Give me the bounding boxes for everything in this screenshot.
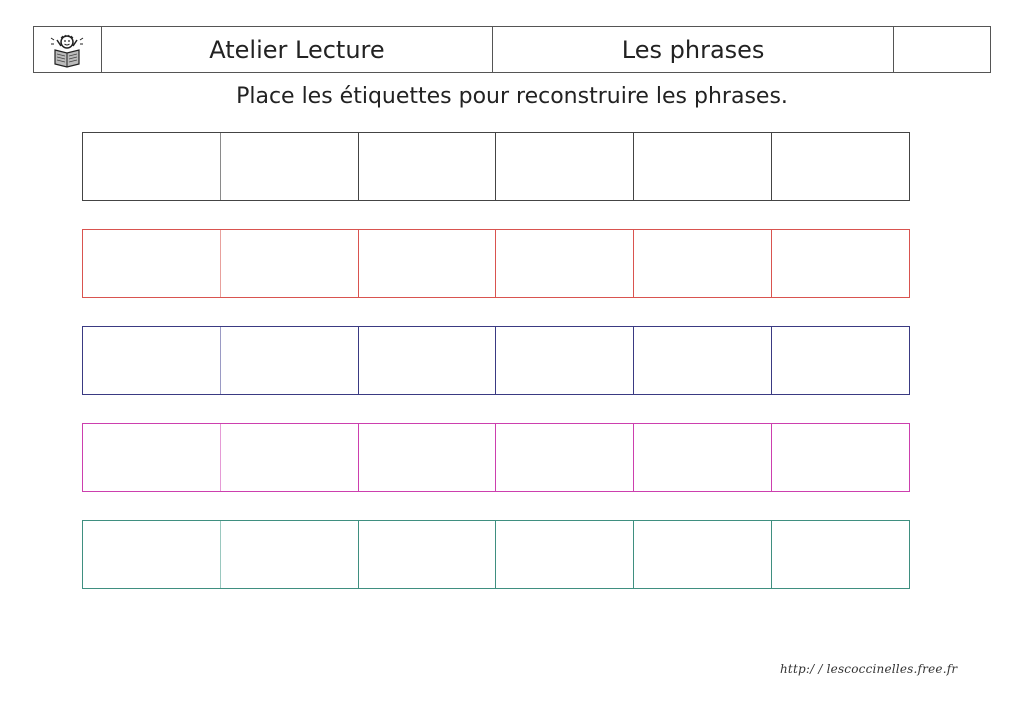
label-slot[interactable] (83, 424, 221, 491)
label-slot[interactable] (496, 327, 634, 394)
label-slot[interactable] (359, 424, 497, 491)
sentence-row-1 (82, 132, 910, 201)
label-slot[interactable] (772, 521, 909, 588)
label-slot[interactable] (83, 133, 221, 200)
label-slot[interactable] (772, 327, 909, 394)
instruction-text: Place les étiquettes pour reconstruire les phrases. (236, 84, 788, 109)
label-slot[interactable] (496, 133, 634, 200)
label-slot[interactable] (83, 230, 221, 297)
label-slot[interactable] (359, 327, 497, 394)
sentence-row-4 (82, 423, 910, 492)
label-slot[interactable] (496, 424, 634, 491)
label-slot[interactable] (83, 521, 221, 588)
label-slot[interactable] (221, 521, 359, 588)
label-slot[interactable] (634, 133, 772, 200)
label-slot[interactable] (221, 327, 359, 394)
label-slot[interactable] (359, 521, 497, 588)
logo-cell (34, 27, 102, 72)
label-slot[interactable] (83, 327, 221, 394)
label-slot[interactable] (496, 521, 634, 588)
label-slot[interactable] (634, 521, 772, 588)
header-table (33, 26, 991, 73)
label-slot[interactable] (221, 230, 359, 297)
label-slot[interactable] (634, 424, 772, 491)
label-slot[interactable] (634, 327, 772, 394)
label-slot[interactable] (772, 230, 909, 297)
label-slot[interactable] (496, 230, 634, 297)
topic-title: Les phrases (493, 27, 894, 72)
sentence-row-3 (82, 326, 910, 395)
label-slot[interactable] (772, 424, 909, 491)
label-slot[interactable] (359, 133, 497, 200)
reading-child-icon (47, 32, 87, 68)
footer-url: http:/ / lescoccinelles.free.fr (780, 662, 958, 676)
label-slot[interactable] (772, 133, 909, 200)
label-slot[interactable] (359, 230, 497, 297)
atelier-title: Atelier Lecture (102, 27, 493, 72)
sentence-row-5 (82, 520, 910, 589)
sentence-row-2 (82, 229, 910, 298)
label-slot[interactable] (221, 424, 359, 491)
label-slot[interactable] (221, 133, 359, 200)
empty-header-cell (894, 27, 990, 72)
sentence-rows (82, 132, 910, 617)
label-slot[interactable] (634, 230, 772, 297)
